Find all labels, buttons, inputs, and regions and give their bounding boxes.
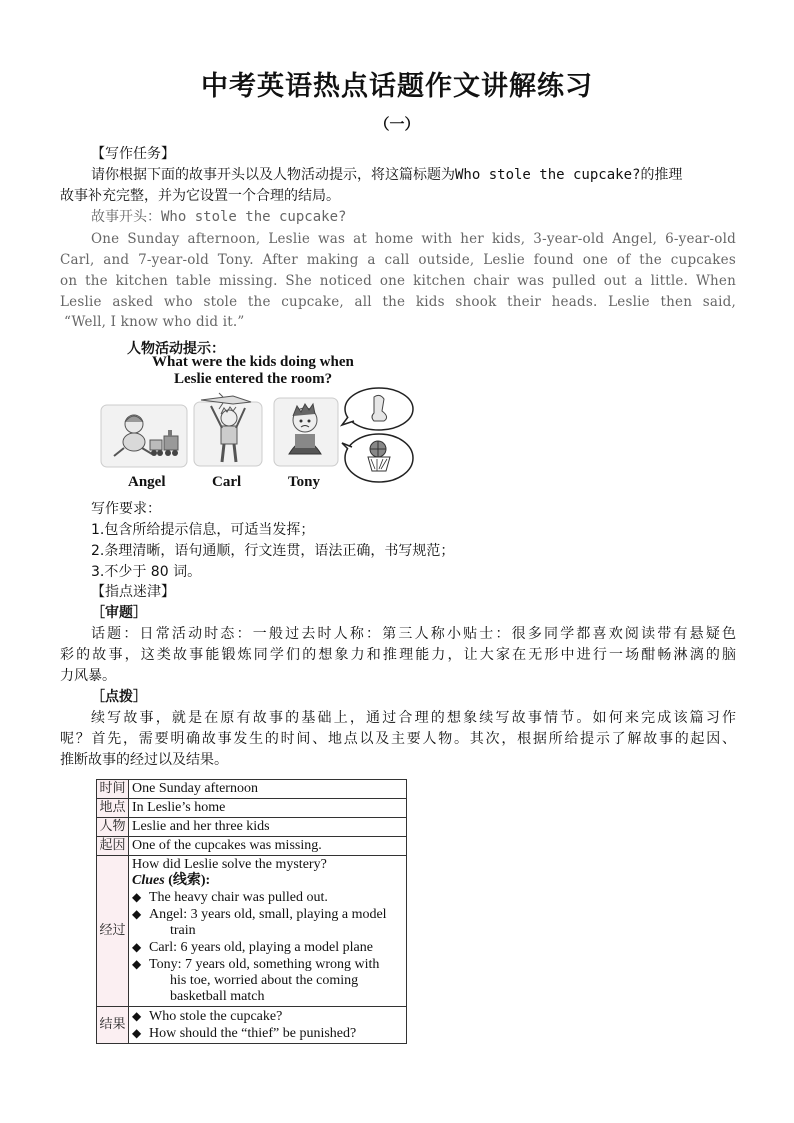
guide-subheading-2: ［点拨］ [91, 689, 147, 705]
table-value-process [129, 856, 407, 1007]
carl-playing-plane-image [193, 392, 263, 468]
task-intro-line-2: 故事补充完整，并为它设置一个合理的结局。 [60, 188, 340, 204]
story-title-inline: Who stole the cupcake? [455, 167, 641, 183]
table-value-time: One Sunday afternoon [129, 780, 407, 799]
guide-topic-line-2: 彩的故事，这类故事能锻炼同学们的想象力和推理能力，让大家在无形中进行一场酣畅淋漓的脑 [60, 647, 736, 663]
clue-item: ◆ The heavy chair was pulled out. [132, 890, 328, 905]
clue-item: ◆ Carl: 6 years old, playing a model plane [132, 940, 373, 955]
table-label-people: 人物 [97, 818, 129, 837]
result-item: ◆ Who stole the cupcake? [132, 1009, 283, 1024]
page-subtitle: （一） [374, 115, 420, 133]
table-value-result [129, 1007, 407, 1044]
clue-item: ◆ Tony: 7 years old, something wrong with [132, 957, 380, 972]
tony-sitting-image [273, 394, 339, 468]
guide-subheading-1: ［审题］ [91, 605, 147, 621]
table-value-place: In Leslie’s home [129, 799, 407, 818]
clue-item-continuation: basketball match [170, 989, 265, 1004]
table-row [97, 1007, 407, 1044]
story-line-2: Carl, and 7-year-old Tony. After making a call outside, Leslie found one of the cupcakes [60, 252, 736, 268]
angel-playing-train-image [100, 404, 188, 468]
table-row [97, 818, 407, 837]
clues-heading: Clues (线索): [132, 873, 211, 888]
result-item: ◆ How should the “thief” be punished? [132, 1026, 357, 1041]
story-opening-heading: 故事开头：Who stole the cupcake? [91, 209, 347, 225]
guide-tip-line-3: 推断故事的经过以及结果。 [60, 752, 228, 768]
table-value-people: Leslie and her three kids [129, 818, 407, 837]
story-line-5: “Well, I know who did it.” [64, 314, 245, 330]
task-heading: 【写作任务】 [91, 146, 175, 162]
guide-topic-line-1: 话题：日常活动时态：一般过去时人称：第三人称小贴士：很多同学都喜欢阅读带有悬疑色 [91, 626, 736, 642]
clue-item-continuation: his toe, worried about the coming [170, 973, 359, 988]
tony-thought-bubbles [340, 387, 416, 485]
table-row [97, 856, 407, 1007]
table-row [97, 780, 407, 799]
table-row [97, 799, 407, 818]
requirement-1: 1.包含所给提示信息，可适当发挥； [91, 522, 315, 538]
table-label-time: 时间 [97, 780, 129, 799]
guide-tip-line-2: 呢？首先，需要明确故事发生的时间、地点以及主要人物。其次，根据所给提示了解故事的起因、 [60, 731, 736, 747]
process-question: How did Leslie solve the mystery? [132, 857, 327, 872]
kid-name-angel: Angel [128, 474, 166, 490]
table-label-process: 经过 [97, 856, 129, 1007]
requirement-2: 2.条理清晰，语句通顺，行文连贯，语法正确，书写规范； [91, 543, 455, 559]
table-value-cause: One of the cupcakes was missing. [129, 837, 407, 856]
requirements-heading: 写作要求： [91, 501, 161, 517]
hint-question-line-1: What were the kids doing when [152, 354, 354, 370]
clue-item-continuation: train [170, 923, 196, 938]
story-outline-table [96, 779, 407, 1044]
story-line-1: One Sunday afternoon, Leslie was at home with her kids, 3-year-old Angel, 6-year-old [91, 231, 736, 247]
guide-tip-line-1: 续写故事，就是在原有故事的基础上，通过合理的想象续写故事情节。如何来完成该篇习作 [91, 710, 736, 726]
table-label-cause: 起因 [97, 837, 129, 856]
guide-heading: 【指点迷津】 [91, 584, 175, 600]
clue-item: ◆ Angel: 3 years old, small, playing a model [132, 907, 387, 922]
kid-name-tony: Tony [288, 474, 320, 490]
table-label-place: 地点 [97, 799, 129, 818]
requirement-3: 3.不少于 80 词。 [91, 564, 202, 580]
task-intro-line-1: 请你根据下面的故事开头以及人物活动提示，将这篇标题为Who stole the cupcake?的推理 [91, 167, 683, 183]
guide-topic-line-3: 力风暴。 [60, 668, 116, 684]
story-line-3: on the kitchen table missing. She noticed one kitchen chair was pulled out a little. When [60, 273, 736, 289]
kid-name-carl: Carl [212, 474, 242, 490]
table-label-result: 结果 [97, 1007, 129, 1044]
story-line-4: Leslie asked who stole the cupcake, all the kids shook their heads. Leslie then said, [60, 294, 736, 310]
page-title: 中考英语热点话题作文讲解练习 [201, 71, 593, 102]
hint-question-line-2: Leslie entered the room? [174, 371, 333, 387]
table-row [97, 837, 407, 856]
hint-title: 人物活动提示： [127, 341, 225, 357]
